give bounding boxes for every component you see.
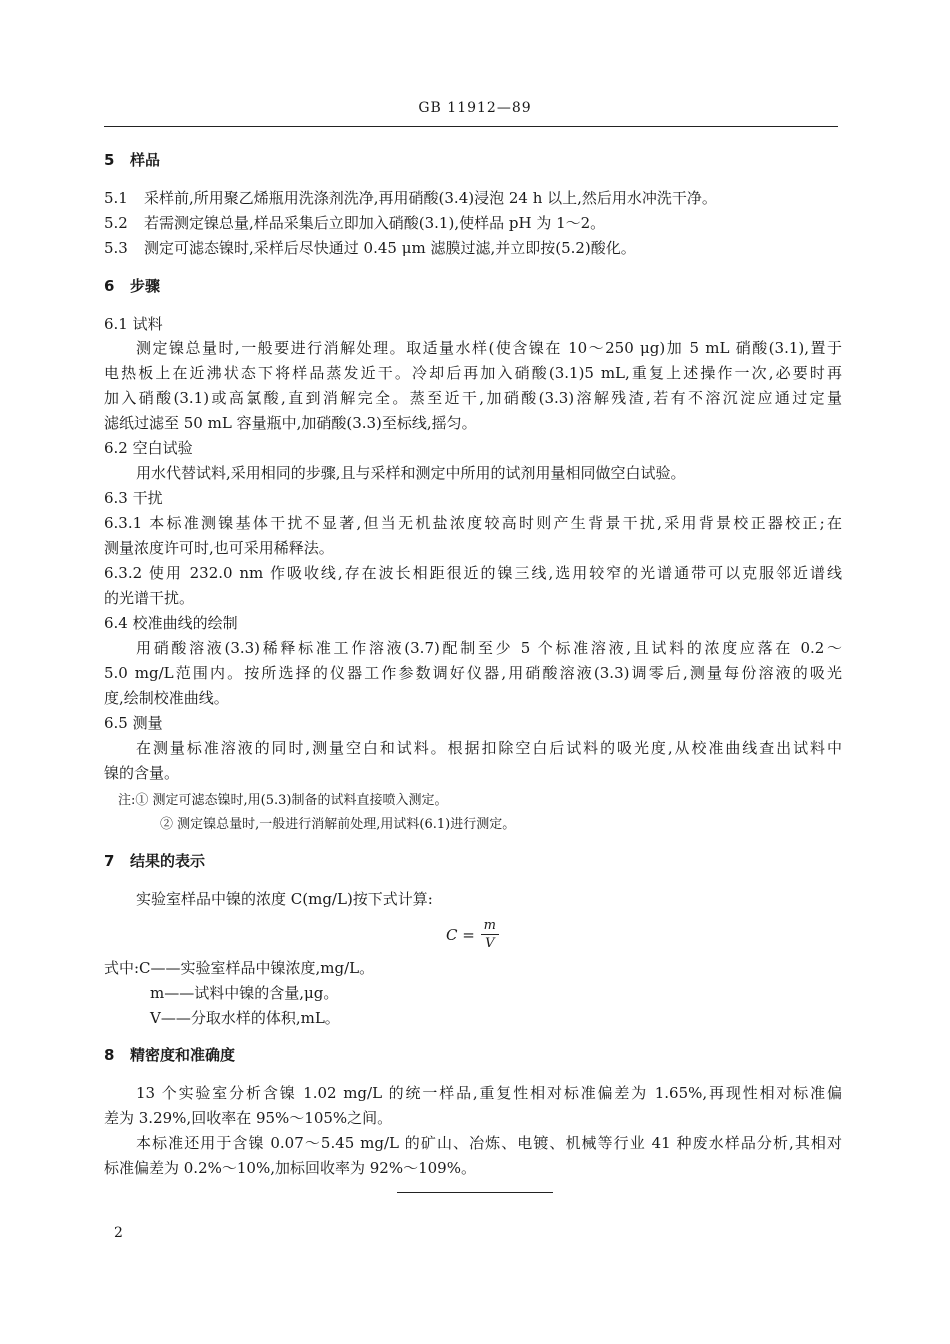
page-number: 2 (114, 1225, 123, 1241)
variable-definition: V——分取水样的体积,mL。 (150, 1009, 340, 1027)
paragraph-line: 用水代替试料,采用相同的步骤,且与采样和测定中所用的试剂用量相同做空白试验。 (136, 464, 686, 482)
formula-fraction (481, 918, 499, 951)
section-5-heading (104, 150, 160, 170)
paragraph-line: 加入硝酸(3.1)或高氯酸,直到消解完全。蒸至近干,加硝酸(3.3)溶解残渣,若有不溶沉淀应通过定量 (104, 389, 842, 407)
clause-5-3 (104, 238, 636, 258)
section-number: 8 (104, 1046, 115, 1064)
clause-6-2-title: 6.2 空白试验 (104, 439, 193, 457)
note-1: 注:① 测定可滤态镍时,用(5.3)制备的试料直接喷入测定。 (118, 793, 448, 808)
clause-text: 若需测定镍总量,样品采集后立即加入硝酸(3.1),使样品 pH 为 1～2。 (144, 214, 606, 232)
paragraph-line: 电热板上在近沸状态下将样品蒸发近干。冷却后再加入硝酸(3.1)5 mL,重复上述操作一次,必要时再 (104, 364, 842, 382)
section-7-heading (104, 851, 205, 871)
note-2: ② 测定镍总量时,一般进行消解前处理,用试料(6.1)进行测定。 (160, 817, 516, 832)
clause-number: 5.2 (104, 214, 128, 232)
concentration-formula (446, 918, 499, 951)
clause-6-3-1-line: 测量浓度许可时,也可采用稀释法。 (104, 539, 334, 557)
section-8-heading (104, 1045, 235, 1065)
formula-intro: 实验室样品中镍的浓度 C(mg/L)按下式计算: (136, 890, 433, 908)
clause-number: 5.1 (104, 189, 128, 207)
clause-text: 测定可滤态镍时,采样后尽快通过 0.45 μm 滤膜过滤,并立即按(5.2)酸化。 (144, 239, 636, 257)
clause-6-3-2-line: 6.3.2 使用 232.0 nm 作吸收线,存在波长相距很近的镍三线,选用较窄的光谱通带可以克服邻近谱线 (104, 564, 842, 582)
section-title: 步骤 (130, 277, 161, 295)
formula-lhs: C = (446, 925, 475, 944)
paragraph-line: 镍的含量。 (104, 764, 180, 782)
clause-6-5-title: 6.5 测量 (104, 714, 163, 732)
variable-definition: m——试料中镍的含量,μg。 (150, 984, 339, 1002)
paragraph-line: 差为 3.29%,回收率在 95%～105%之间。 (104, 1109, 393, 1127)
clause-6-3-1-line: 6.3.1 本标准测镍基体干扰不显著,但当无机盐浓度较高时则产生背景干扰,采用背景校正器校正;在 (104, 514, 842, 532)
paragraph-line: 本标准还用于含镍 0.07～5.45 mg/L 的矿山、冶炼、电镀、机械等行业 41 种废水样品分析,其相对 (136, 1134, 842, 1152)
paragraph-line: 13 个实验室分析含镍 1.02 mg/L 的统一样品,重复性相对标准偏差为 1.65%,再现性相对标准偏 (136, 1084, 842, 1102)
clause-5-1 (104, 188, 717, 208)
paragraph-line: 测定镍总量时,一般要进行消解处理。取适量水样(使含镍在 10～250 μg)加 5 mL 硝酸(3.1),置于 (136, 339, 842, 357)
fraction-bar (481, 934, 499, 935)
formula-numerator: m (483, 918, 496, 933)
section-title: 样品 (130, 151, 161, 169)
clause-number: 5.3 (104, 239, 128, 257)
paragraph-line: 度,绘制校准曲线。 (104, 689, 229, 707)
section-title: 精密度和准确度 (130, 1046, 236, 1064)
clause-text: 采样前,所用聚乙烯瓶用洗涤剂洗净,再用硝酸(3.4)浸泡 24 h 以上,然后用水冲洗干净。 (144, 189, 717, 207)
clause-5-2 (104, 213, 605, 233)
section-title: 结果的表示 (130, 852, 206, 870)
paragraph-line: 5.0 mg/L范围内。按所选择的仪器工作参数调好仪器,用硝酸溶液(3.3)调零后,测量每份溶液的吸光 (104, 664, 842, 682)
section-number: 5 (104, 151, 115, 169)
paragraph-line: 用硝酸溶液(3.3)稀释标准工作溶液(3.7)配制至少 5 个标准溶液,且试料的浓度应落在 0.2～ (136, 639, 842, 657)
clause-6-3-title: 6.3 干扰 (104, 489, 163, 507)
paragraph-line: 标准偏差为 0.2%～10%,加标回收率为 92%～109%。 (104, 1159, 476, 1177)
formula-denominator: V (485, 936, 495, 951)
header-rule (104, 126, 838, 127)
paragraph-line: 滤纸过滤至 50 mL 容量瓶中,加硝酸(3.3)至标线,摇匀。 (104, 414, 477, 432)
section-number: 6 (104, 277, 115, 295)
paragraph-line: 在测量标准溶液的同时,测量空白和试料。根据扣除空白后试料的吸光度,从校准曲线查出试料中 (136, 739, 842, 757)
section-6-heading (104, 276, 160, 296)
clause-6-1-title: 6.1 试料 (104, 315, 163, 333)
standard-code-header: GB 11912—89 (418, 100, 532, 116)
section-number: 7 (104, 852, 115, 870)
variable-definition: 式中:C——实验室样品中镍浓度,mg/L。 (104, 959, 375, 977)
clause-6-3-2-line: 的光谱干扰。 (104, 589, 195, 607)
clause-6-4-title: 6.4 校准曲线的绘制 (104, 614, 238, 632)
end-rule (397, 1192, 553, 1193)
